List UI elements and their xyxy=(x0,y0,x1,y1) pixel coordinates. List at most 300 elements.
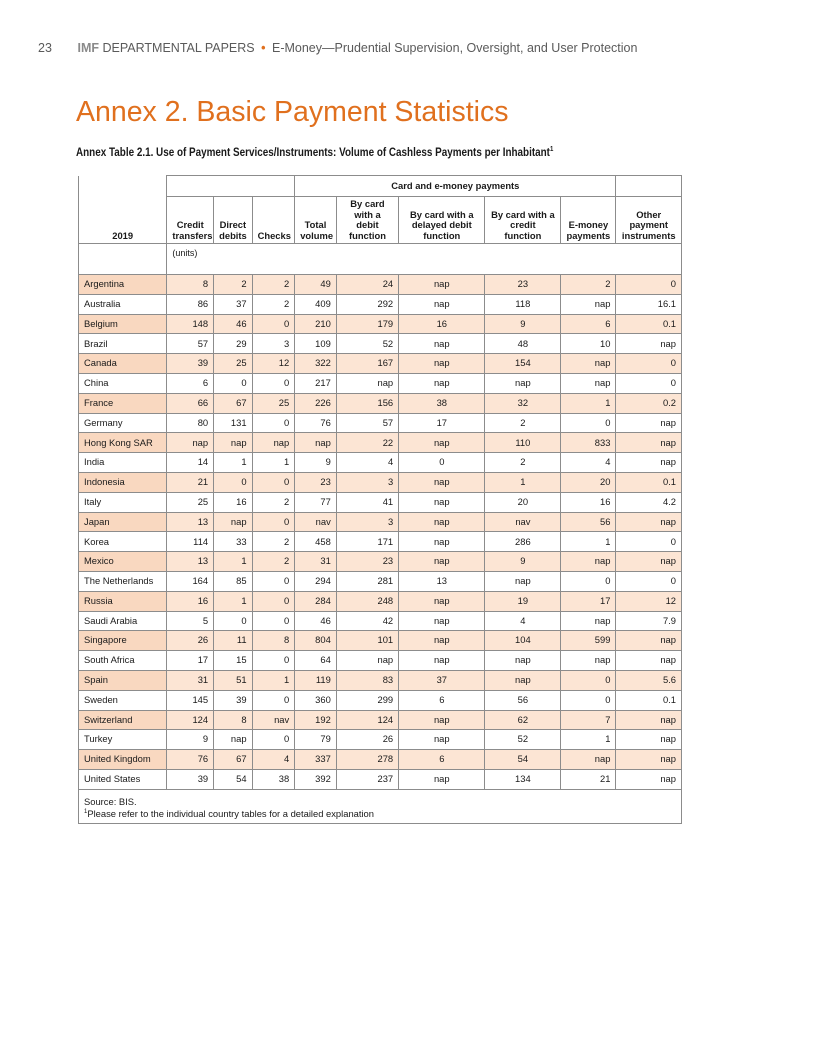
value-cell: 1 xyxy=(252,453,295,473)
value-cell: 20 xyxy=(485,492,561,512)
value-cell: 248 xyxy=(336,591,398,611)
value-cell: 286 xyxy=(485,532,561,552)
value-cell: 284 xyxy=(295,591,337,611)
value-cell: 31 xyxy=(167,670,214,690)
country-cell: Indonesia xyxy=(79,472,167,492)
country-cell: The Netherlands xyxy=(79,571,167,591)
value-cell: nap xyxy=(561,294,616,314)
value-cell: 3 xyxy=(336,472,398,492)
year-header: 2019 xyxy=(79,197,167,244)
value-cell: 0 xyxy=(616,373,682,393)
value-cell: 32 xyxy=(485,393,561,413)
col-header: Checks xyxy=(252,197,295,244)
value-cell: 114 xyxy=(167,532,214,552)
value-cell: 17 xyxy=(561,591,616,611)
value-cell: nap xyxy=(485,373,561,393)
value-cell: 124 xyxy=(336,710,398,730)
value-cell: nap xyxy=(399,591,485,611)
value-cell: nap xyxy=(616,433,682,453)
country-cell: United Kingdom xyxy=(79,750,167,770)
value-cell: 11 xyxy=(214,631,252,651)
value-cell: 0 xyxy=(214,472,252,492)
value-cell: nap xyxy=(214,512,252,532)
value-cell: nav xyxy=(295,512,337,532)
value-cell: nap xyxy=(616,651,682,671)
value-cell: 0 xyxy=(214,611,252,631)
value-cell: 226 xyxy=(295,393,337,413)
value-cell: 25 xyxy=(167,492,214,512)
value-cell: 192 xyxy=(295,710,337,730)
value-cell: 299 xyxy=(336,690,398,710)
col-header: By card with a debit function xyxy=(336,197,398,244)
table-row xyxy=(79,532,682,552)
table-row xyxy=(79,690,682,710)
value-cell: 6 xyxy=(399,690,485,710)
value-cell: 80 xyxy=(167,413,214,433)
country-cell: Russia xyxy=(79,591,167,611)
table-row xyxy=(79,294,682,314)
table-row xyxy=(79,631,682,651)
value-cell: 392 xyxy=(295,769,337,789)
value-cell: 26 xyxy=(167,631,214,651)
value-cell: nap xyxy=(561,611,616,631)
value-cell: 360 xyxy=(295,690,337,710)
table-row xyxy=(79,591,682,611)
country-cell: Korea xyxy=(79,532,167,552)
value-cell: 124 xyxy=(167,710,214,730)
value-cell: 38 xyxy=(252,769,295,789)
value-cell: nap xyxy=(561,373,616,393)
table-row xyxy=(79,710,682,730)
value-cell: nap xyxy=(399,651,485,671)
value-cell: 0 xyxy=(561,690,616,710)
country-cell: Mexico xyxy=(79,552,167,572)
value-cell: 0 xyxy=(252,571,295,591)
col-header: Credit transfers xyxy=(167,197,214,244)
country-cell: Brazil xyxy=(79,334,167,354)
value-cell: nap xyxy=(485,651,561,671)
table-row xyxy=(79,314,682,334)
country-cell: Hong Kong SAR xyxy=(79,433,167,453)
value-cell: 64 xyxy=(295,651,337,671)
value-cell: 0 xyxy=(252,472,295,492)
value-cell: 13 xyxy=(167,512,214,532)
value-cell: 281 xyxy=(336,571,398,591)
column-header-row xyxy=(79,197,682,244)
table-row xyxy=(79,651,682,671)
value-cell: 1 xyxy=(214,453,252,473)
value-cell: 0 xyxy=(616,354,682,374)
value-cell: nap xyxy=(399,730,485,750)
value-cell: 2 xyxy=(252,552,295,572)
country-cell: Australia xyxy=(79,294,167,314)
country-cell: Japan xyxy=(79,512,167,532)
table-row xyxy=(79,670,682,690)
value-cell: 1 xyxy=(252,670,295,690)
country-cell: France xyxy=(79,393,167,413)
value-cell: 21 xyxy=(561,769,616,789)
value-cell: 62 xyxy=(485,710,561,730)
value-cell: 79 xyxy=(295,730,337,750)
value-cell: 804 xyxy=(295,631,337,651)
value-cell: 1 xyxy=(214,591,252,611)
value-cell: 9 xyxy=(485,552,561,572)
country-cell: Singapore xyxy=(79,631,167,651)
table-footnote xyxy=(84,807,676,820)
value-cell: 8 xyxy=(214,710,252,730)
value-cell: nap xyxy=(399,611,485,631)
col-header: By card with a credit function xyxy=(485,197,561,244)
value-cell: 104 xyxy=(485,631,561,651)
value-cell: nav xyxy=(252,710,295,730)
value-cell: 145 xyxy=(167,690,214,710)
country-cell: Italy xyxy=(79,492,167,512)
value-cell: 37 xyxy=(399,670,485,690)
value-cell: 0 xyxy=(252,690,295,710)
value-cell: 0 xyxy=(252,512,295,532)
value-cell: 1 xyxy=(561,393,616,413)
value-cell: 67 xyxy=(214,393,252,413)
table-row xyxy=(79,552,682,572)
value-cell: 8 xyxy=(167,275,214,295)
value-cell: 10 xyxy=(561,334,616,354)
value-cell: 101 xyxy=(336,631,398,651)
country-cell: Germany xyxy=(79,413,167,433)
value-cell: 33 xyxy=(214,532,252,552)
value-cell: 134 xyxy=(485,769,561,789)
value-cell: 0 xyxy=(561,571,616,591)
value-cell: 3 xyxy=(252,334,295,354)
value-cell: 38 xyxy=(399,393,485,413)
value-cell: 118 xyxy=(485,294,561,314)
value-cell: nap xyxy=(399,294,485,314)
value-cell: 13 xyxy=(399,571,485,591)
col-header: E-money payments xyxy=(561,197,616,244)
value-cell: nap xyxy=(399,532,485,552)
table-row xyxy=(79,492,682,512)
value-cell: 56 xyxy=(561,512,616,532)
value-cell: 0 xyxy=(399,453,485,473)
value-cell: 171 xyxy=(336,532,398,552)
payment-statistics-table xyxy=(78,175,682,824)
annex-title: Annex 2. Basic Payment Statistics xyxy=(76,96,509,128)
value-cell: nap xyxy=(616,631,682,651)
value-cell: 39 xyxy=(167,769,214,789)
table-row xyxy=(79,571,682,591)
value-cell: 57 xyxy=(336,413,398,433)
table-row xyxy=(79,472,682,492)
country-cell: India xyxy=(79,453,167,473)
value-cell: 322 xyxy=(295,354,337,374)
value-cell: 23 xyxy=(295,472,337,492)
value-cell: 49 xyxy=(295,275,337,295)
value-cell: 4 xyxy=(252,750,295,770)
value-cell: 9 xyxy=(485,314,561,334)
table-source: Source: BIS. xyxy=(84,795,137,807)
value-cell: 5 xyxy=(167,611,214,631)
value-cell: 54 xyxy=(214,769,252,789)
value-cell: 337 xyxy=(295,750,337,770)
value-cell: 9 xyxy=(167,730,214,750)
table-row xyxy=(79,512,682,532)
value-cell: 16 xyxy=(214,492,252,512)
value-cell: nap xyxy=(399,433,485,453)
table-row xyxy=(79,373,682,393)
value-cell: nap xyxy=(399,492,485,512)
table-row xyxy=(79,611,682,631)
value-cell: 0 xyxy=(616,275,682,295)
value-cell: 599 xyxy=(561,631,616,651)
value-cell: nap xyxy=(252,433,295,453)
value-cell: 54 xyxy=(485,750,561,770)
value-cell: 1 xyxy=(561,532,616,552)
value-cell: nap xyxy=(399,373,485,393)
table-row xyxy=(79,433,682,453)
value-cell: 57 xyxy=(167,334,214,354)
value-cell: 148 xyxy=(167,314,214,334)
col-header: Direct debits xyxy=(214,197,252,244)
page-number: 23 xyxy=(38,41,52,55)
units-label: (units) xyxy=(167,244,682,275)
value-cell: 8 xyxy=(252,631,295,651)
table-row xyxy=(79,413,682,433)
value-cell: nap xyxy=(485,571,561,591)
value-cell: 26 xyxy=(336,730,398,750)
value-cell: nap xyxy=(399,472,485,492)
value-cell: nap xyxy=(336,373,398,393)
value-cell: 76 xyxy=(167,750,214,770)
value-cell: 15 xyxy=(214,651,252,671)
value-cell: 6 xyxy=(561,314,616,334)
value-cell: 210 xyxy=(295,314,337,334)
value-cell: 17 xyxy=(167,651,214,671)
table-row xyxy=(79,453,682,473)
value-cell: 21 xyxy=(167,472,214,492)
value-cell: 66 xyxy=(167,393,214,413)
value-cell: 0 xyxy=(252,314,295,334)
group-header-row xyxy=(79,176,682,197)
value-cell: 409 xyxy=(295,294,337,314)
value-cell: 0 xyxy=(252,373,295,393)
value-cell: 4 xyxy=(561,453,616,473)
value-cell: nav xyxy=(485,512,561,532)
value-cell: 17 xyxy=(399,413,485,433)
value-cell: 52 xyxy=(485,730,561,750)
value-cell: 23 xyxy=(485,275,561,295)
value-cell: 85 xyxy=(214,571,252,591)
value-cell: 25 xyxy=(214,354,252,374)
value-cell: 46 xyxy=(295,611,337,631)
value-cell: nap xyxy=(295,433,337,453)
value-cell: 37 xyxy=(214,294,252,314)
value-cell: nap xyxy=(616,334,682,354)
footnote-marker: 1 xyxy=(84,809,88,816)
value-cell: 2 xyxy=(252,294,295,314)
value-cell: 12 xyxy=(252,354,295,374)
value-cell: 16 xyxy=(561,492,616,512)
value-cell: 1 xyxy=(561,730,616,750)
value-cell: 0 xyxy=(561,670,616,690)
units-row xyxy=(79,244,682,275)
footnote-text: Please refer to the individual country tables for a detailed explanation xyxy=(87,808,374,820)
country-cell: Saudi Arabia xyxy=(79,611,167,631)
value-cell: nap xyxy=(214,730,252,750)
value-cell: nap xyxy=(214,433,252,453)
country-cell: Turkey xyxy=(79,730,167,750)
value-cell: 48 xyxy=(485,334,561,354)
country-cell: Sweden xyxy=(79,690,167,710)
value-cell: nap xyxy=(399,769,485,789)
value-cell: 2 xyxy=(252,532,295,552)
value-cell: 2 xyxy=(252,492,295,512)
value-cell: 458 xyxy=(295,532,337,552)
value-cell: 0 xyxy=(252,413,295,433)
table-title-text: Annex Table 2.1. Use of Payment Services/Instruments: Volume of Cashless Payments per Inhabitant xyxy=(76,146,550,159)
value-cell: 0 xyxy=(252,611,295,631)
value-cell: 237 xyxy=(336,769,398,789)
table-title xyxy=(76,146,553,159)
country-cell: South Africa xyxy=(79,651,167,671)
table-row xyxy=(79,750,682,770)
value-cell: 39 xyxy=(214,690,252,710)
table-row xyxy=(79,730,682,750)
value-cell: 2 xyxy=(561,275,616,295)
value-cell: 39 xyxy=(167,354,214,374)
value-cell: 13 xyxy=(167,552,214,572)
value-cell: 119 xyxy=(295,670,337,690)
running-header xyxy=(38,41,637,55)
value-cell: nap xyxy=(561,354,616,374)
value-cell: 16 xyxy=(399,314,485,334)
value-cell: nap xyxy=(616,730,682,750)
value-cell: 14 xyxy=(167,453,214,473)
value-cell: 2 xyxy=(485,453,561,473)
value-cell: 4 xyxy=(336,453,398,473)
series-name-bold: IMF xyxy=(77,41,100,55)
value-cell: 77 xyxy=(295,492,337,512)
value-cell: 278 xyxy=(336,750,398,770)
country-cell: Argentina xyxy=(79,275,167,295)
value-cell: 164 xyxy=(167,571,214,591)
value-cell: 29 xyxy=(214,334,252,354)
value-cell: 83 xyxy=(336,670,398,690)
value-cell: 6 xyxy=(399,750,485,770)
country-cell: Spain xyxy=(79,670,167,690)
value-cell: nap xyxy=(616,453,682,473)
value-cell: 2 xyxy=(485,413,561,433)
value-cell: nap xyxy=(485,670,561,690)
value-cell: 154 xyxy=(485,354,561,374)
value-cell: nap xyxy=(561,651,616,671)
value-cell: nap xyxy=(399,512,485,532)
value-cell: 1 xyxy=(214,552,252,572)
value-cell: 2 xyxy=(252,275,295,295)
value-cell: nap xyxy=(399,354,485,374)
value-cell: 0.1 xyxy=(616,472,682,492)
value-cell: 0 xyxy=(252,651,295,671)
value-cell: 6 xyxy=(167,373,214,393)
value-cell: 110 xyxy=(485,433,561,453)
table-row xyxy=(79,275,682,295)
value-cell: 16.1 xyxy=(616,294,682,314)
value-cell: 4 xyxy=(485,611,561,631)
value-cell: 179 xyxy=(336,314,398,334)
value-cell: nap xyxy=(167,433,214,453)
table-row xyxy=(79,393,682,413)
value-cell: 156 xyxy=(336,393,398,413)
value-cell: 7 xyxy=(561,710,616,730)
table-title-footnote: 1 xyxy=(549,146,554,153)
value-cell: nap xyxy=(399,710,485,730)
series-name: DEPARTMENTAL PAPERS xyxy=(102,41,255,55)
value-cell: 0 xyxy=(616,532,682,552)
value-cell: 0.2 xyxy=(616,393,682,413)
value-cell: 42 xyxy=(336,611,398,631)
document-title: E-Money—Prudential Supervision, Oversight, and User Protection xyxy=(271,41,638,55)
value-cell: nap xyxy=(616,710,682,730)
value-cell: 19 xyxy=(485,591,561,611)
value-cell: 0.1 xyxy=(616,690,682,710)
table-row xyxy=(79,769,682,789)
value-cell: nap xyxy=(561,552,616,572)
value-cell: 7.9 xyxy=(616,611,682,631)
value-cell: 217 xyxy=(295,373,337,393)
value-cell: 51 xyxy=(214,670,252,690)
value-cell: 292 xyxy=(336,294,398,314)
value-cell: 131 xyxy=(214,413,252,433)
value-cell: nap xyxy=(399,552,485,572)
value-cell: 294 xyxy=(295,571,337,591)
value-cell: 1 xyxy=(485,472,561,492)
value-cell: 9 xyxy=(295,453,337,473)
value-cell: 56 xyxy=(485,690,561,710)
value-cell: 109 xyxy=(295,334,337,354)
value-cell: nap xyxy=(616,750,682,770)
value-cell: 0 xyxy=(252,730,295,750)
value-cell: 0 xyxy=(252,591,295,611)
value-cell: 24 xyxy=(336,275,398,295)
country-cell: Canada xyxy=(79,354,167,374)
value-cell: 67 xyxy=(214,750,252,770)
value-cell: 52 xyxy=(336,334,398,354)
table-row xyxy=(79,354,682,374)
value-cell: 46 xyxy=(214,314,252,334)
col-header: By card with a delayed debit function xyxy=(399,197,485,244)
value-cell: nap xyxy=(561,750,616,770)
value-cell: nap xyxy=(616,552,682,572)
value-cell: 833 xyxy=(561,433,616,453)
value-cell: nap xyxy=(399,334,485,354)
value-cell: 167 xyxy=(336,354,398,374)
value-cell: nap xyxy=(616,769,682,789)
table-row xyxy=(79,334,682,354)
country-cell: United States xyxy=(79,769,167,789)
value-cell: 12 xyxy=(616,591,682,611)
value-cell: 4.2 xyxy=(616,492,682,512)
country-cell: Switzerland xyxy=(79,710,167,730)
value-cell: 76 xyxy=(295,413,337,433)
col-header: Total volume xyxy=(295,197,337,244)
group-header-card-emoney: Card and e-money payments xyxy=(295,176,616,197)
value-cell: 0.1 xyxy=(616,314,682,334)
value-cell: 3 xyxy=(336,512,398,532)
value-cell: 22 xyxy=(336,433,398,453)
value-cell: nap xyxy=(399,275,485,295)
header-separator: • xyxy=(261,41,266,55)
value-cell: 2 xyxy=(214,275,252,295)
value-cell: 0 xyxy=(616,571,682,591)
value-cell: 20 xyxy=(561,472,616,492)
